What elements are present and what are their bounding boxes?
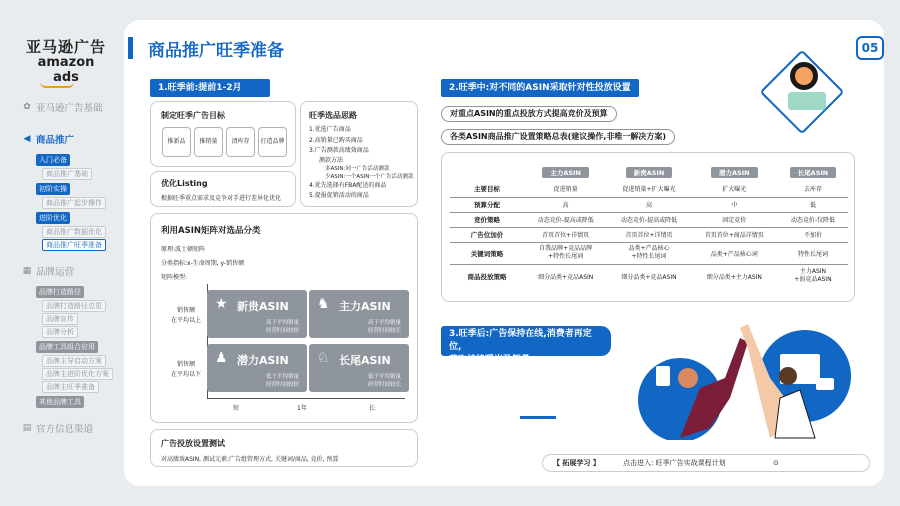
selection-item: 4.优先选择有FBA配送的商品 — [309, 181, 387, 189]
matrix-principle: 原理:波士顿矩阵 — [161, 246, 206, 253]
selection-box — [300, 101, 418, 207]
y-label-low: 销售额 在平均以下 — [171, 361, 202, 378]
listing-desc: 根据旺季重点需求及竞争对手进行差异化优化 — [161, 195, 282, 202]
table-row — [450, 212, 848, 227]
cell-desc: 高于平均销量 — [265, 320, 299, 326]
page-title: 商品推广旺季准备 — [148, 41, 284, 61]
table-cell: 特性长尾词 — [778, 242, 848, 264]
x-tick: 长 — [369, 405, 376, 412]
sidebar-item-brand-ops[interactable] — [22, 264, 122, 278]
expand-learning-bar[interactable] — [542, 454, 870, 472]
col-potential-asin: 潜力ASIN — [711, 167, 758, 178]
table-row — [450, 264, 848, 288]
group-beginner[interactable]: 初阶实操 — [36, 183, 70, 195]
selection-item: 少ASIN:一个ASIN一个广告活动测款 — [325, 173, 414, 180]
group-brand-tools[interactable]: 品牌工具组合应用 — [36, 341, 98, 353]
strategy-table-box — [441, 152, 855, 302]
table-cell: 固定竞价 — [691, 212, 778, 227]
decor-bar — [520, 416, 556, 419]
table-row — [450, 197, 848, 212]
test-title: 广告投放设置测试 — [161, 439, 225, 448]
y-label-high: 销售额 在平均以上 — [171, 307, 202, 324]
col-longtail-asin: 长尾ASIN — [790, 167, 837, 178]
table-cell: 高 — [524, 197, 607, 212]
cow-icon: ♞ — [317, 296, 330, 312]
table-cell: 低 — [778, 197, 848, 212]
goal-sales[interactable]: 推销量 — [194, 127, 223, 157]
cell-name: 长尾ASIN — [339, 354, 391, 367]
goals-box — [150, 101, 296, 167]
laptop-icon — [788, 92, 826, 110]
table-row — [450, 181, 848, 197]
cell-desc: 经营时间较长 — [367, 382, 401, 388]
matrix-cell-main-asin — [309, 290, 409, 338]
col-rising-asin: 新贵ASIN — [626, 167, 673, 178]
section1-header: 1.旺季前:提前1-2月 — [150, 79, 270, 97]
cell-desc: 经营时间较短 — [265, 382, 299, 388]
matrix-box — [150, 213, 418, 423]
col-main-asin: 主力ASIN — [542, 167, 589, 178]
table-cell: 中 — [691, 197, 778, 212]
section3-header: 3.旺季后:广告保持在线,消费者再定位, 获取持续曝光及销量 — [441, 326, 611, 356]
goal-new-product[interactable]: 推新品 — [162, 127, 191, 157]
matrix-title: 利用ASIN矩阵对选品分类 — [161, 226, 261, 236]
x-tick: 1年 — [297, 405, 307, 412]
listing-title: 优化Listing — [161, 179, 208, 188]
table-cell: 品类+产品核心 +特性长尾词 — [607, 242, 690, 264]
table-cell: 首页首位+详情页 — [607, 227, 690, 242]
flower-icon: ✿ — [23, 102, 31, 112]
amazon-ads-logo — [26, 36, 106, 88]
selection-item: 测款方法 — [319, 156, 344, 164]
key-asin-bubble: 对重点ASIN的重点投放方式提高竞价及预算 — [441, 106, 617, 122]
x-axis — [207, 398, 405, 399]
table-cell: 主力ASIN +弱竞品ASIN — [794, 268, 832, 284]
dog-icon: ♘ — [317, 350, 330, 366]
table-cell: 高 — [607, 197, 690, 212]
test-box — [150, 429, 418, 467]
sidebar-item-official[interactable] — [22, 421, 122, 435]
matrix-cell-potential-asin — [207, 344, 307, 392]
cell-name: 潜力ASIN — [237, 354, 289, 367]
table-cell: 去库存 — [778, 181, 848, 197]
table-cell: 动态竞价-提高或降低 — [524, 212, 607, 227]
sub-item[interactable]: 商品推广基础 — [42, 168, 92, 180]
table-row — [450, 227, 848, 242]
sidebar — [0, 0, 122, 506]
selection-item: 2.高销量已购买商品 — [309, 136, 363, 144]
table-cell: 品类+产品核心词 — [691, 242, 778, 264]
table-cell: 细分品类+主力ASIN — [706, 273, 762, 281]
question-person-icon: ♟ — [215, 350, 228, 366]
section2-header: 2.旺季中:对不同的ASIN采取针对性投放设置 — [441, 79, 639, 97]
matrix-model: 矩阵模型: — [161, 274, 188, 281]
table-cell: 首页首位+详情页 — [524, 227, 607, 242]
x-tick: 短 — [233, 405, 240, 412]
chevron-right-icon: ⊙ — [773, 459, 779, 467]
selection-title: 旺季选品思路 — [309, 111, 357, 120]
grid-icon: ▦ — [22, 266, 32, 276]
row-header: 预算分配 — [450, 197, 524, 212]
matrix-cell-rising-asin — [207, 290, 307, 338]
book-icon: ▤ — [22, 423, 32, 433]
expand-link[interactable]: 点击进入: 旺季广告实战课程计划 — [623, 459, 726, 467]
table-cell: 动态竞价-仅降低 — [778, 212, 848, 227]
table-cell: 动态竞价-提高或降低 — [607, 212, 690, 227]
sidebar-item-label: 商品推广 — [36, 135, 75, 146]
strategy-table — [450, 163, 848, 288]
high-five-illustration — [630, 318, 855, 440]
row-header: 商品投放策略 — [467, 272, 507, 281]
group-other-tools[interactable]: 其他品牌工具 — [36, 396, 84, 408]
sub-item[interactable]: 品牌主旺季准备 — [42, 381, 99, 393]
cell-desc: 低于平均销量 — [367, 374, 401, 380]
table-cell: 细分品类+竞品ASIN — [621, 273, 677, 281]
sub-item[interactable]: 品牌主进阶优化方案 — [42, 368, 113, 380]
table-cell: 促进销量+扩大曝光 — [607, 181, 690, 197]
table-cell: 促进销量 — [524, 181, 607, 197]
sub-item[interactable]: 品牌宣传 — [42, 313, 78, 325]
sidebar-item-label: 官方信息渠道 — [36, 424, 94, 435]
worker-illustration-head — [790, 62, 818, 90]
group-advanced[interactable]: 进阶优化 — [36, 212, 70, 224]
star-icon: ★ — [215, 296, 228, 312]
goal-clear-stock[interactable]: 清库存 — [226, 127, 255, 157]
selection-list — [309, 125, 413, 202]
listing-box — [150, 171, 296, 207]
cell-name: 新贵ASIN — [237, 300, 289, 313]
cell-desc: 经营时间较长 — [367, 328, 401, 334]
group-intro[interactable]: 入门必备 — [36, 154, 70, 166]
row-header: 关键词策略 — [450, 242, 524, 264]
group-brand-path[interactable]: 品牌打造路径 — [36, 286, 84, 298]
table-cell: 首页首位+商品详情页 — [691, 227, 778, 242]
logo-cn: 亚马逊广告 — [26, 38, 107, 56]
page-number: 05 — [856, 36, 884, 60]
selection-item: 5.提报促销活动的商品 — [309, 192, 369, 199]
cell-desc: 经营时间较短 — [265, 328, 299, 334]
sidebar-nav — [22, 100, 122, 441]
table-cell: 不加价 — [778, 227, 848, 242]
selection-item: 3.广告测款高绩效商品 — [309, 147, 369, 154]
sub-item[interactable]: 商品推广数据优化 — [42, 226, 106, 238]
sub-item[interactable]: 品牌分析 — [42, 326, 78, 338]
megaphone-icon: ◀ — [23, 134, 31, 144]
sub-item[interactable]: 品牌打造路径总览 — [42, 300, 106, 312]
test-desc: 对高绩效ASIN, 测试元素:广告组管理方式, 关键词/商品, 竞价, 预算 — [161, 456, 339, 463]
row-header: 竞价策略 — [450, 212, 524, 227]
cell-desc: 低于平均销量 — [265, 374, 299, 380]
selection-item: 多ASIN:同一广告活动测款 — [325, 165, 390, 172]
row-header: 主要目标 — [450, 181, 524, 197]
goals-title: 制定旺季广告目标 — [161, 111, 225, 120]
expand-label: 【 拓展学习 】 — [553, 459, 600, 467]
sub-item-active[interactable]: 商品推广旺季准备 — [42, 239, 106, 251]
strategy-table-bubble: 各类ASIN商品推广设置策略总表(建议操作,非唯一解决方案) — [441, 129, 675, 145]
table-cell: 细分品类+竞品ASIN — [538, 273, 594, 281]
title-accent-bar — [128, 37, 133, 59]
cell-desc: 高于平均销量 — [367, 320, 401, 326]
sub-item[interactable]: 商品推广起步操作 — [42, 197, 106, 209]
row-header: 广告位加价 — [450, 227, 524, 242]
goal-brand[interactable]: 打造品牌 — [258, 127, 287, 157]
logo-en: amazon ads — [37, 55, 95, 85]
matrix-metrics: 分类指标:x-生命周期, y-销售额 — [161, 260, 245, 267]
sidebar-item-label: 品牌运营 — [36, 267, 75, 278]
table-cell: 自我品牌+竞品品牌 +特性长尾词 — [524, 242, 607, 264]
sidebar-item-label: 亚马逊广告基础 — [36, 103, 103, 114]
selection-item: 1.优选广告商品 — [309, 126, 351, 133]
table-cell: 扩大曝光 — [691, 181, 778, 197]
sub-item[interactable]: 品牌主导启动方案 — [42, 355, 106, 367]
cell-name: 主力ASIN — [339, 300, 391, 313]
table-row — [450, 242, 848, 264]
sidebar-item-basics[interactable] — [22, 100, 122, 114]
matrix-cell-longtail-asin — [309, 344, 409, 392]
sidebar-item-sponsored-products[interactable] — [22, 132, 122, 146]
